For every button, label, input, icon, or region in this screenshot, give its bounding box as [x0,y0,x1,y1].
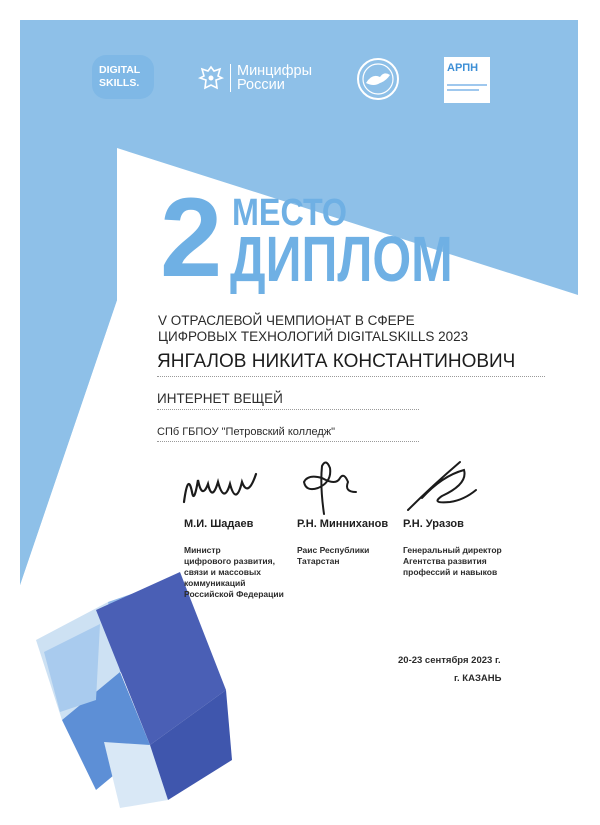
diploma-title: ДИПЛОМ [230,223,453,295]
signature-urazov [402,456,482,516]
digital-skills-logo-line1: DIGITAL [99,64,141,76]
ministry-logo-line2: России [237,77,285,93]
event-city: г. КАЗАНЬ [454,673,502,684]
eagle-emblem-icon [198,64,224,92]
organization-name: СПб ГБПОУ "Петровский колледж" [157,426,336,438]
signatory-title-1-line: цифрового развития, [184,556,275,566]
signatory-title-3-line: профессий и навыков [403,567,498,577]
digital-skills-logo-line2: SKILLS. [99,77,140,89]
place-word: МЕСТО [232,192,348,234]
tatarstan-emblem-icon [356,57,400,101]
signatory-title-3-line: Агентства развития [403,556,487,566]
competency-underline [157,409,419,410]
arpn-logo-rule [447,84,487,86]
signatory-title-3 [403,545,553,578]
signatory-title-1-line: коммуникаций [184,578,246,588]
signatory-name-2: Р.Н. Минниханов [297,518,389,530]
ministry-logo [198,64,312,92]
name-underline [157,376,545,377]
championship-line1: V ОТРАСЛЕВОЙ ЧЕМПИОНАТ В СФЕРЕ [158,313,415,328]
signatory-title-2-line: Раис Республики [297,545,370,555]
place-number: 2 [160,175,223,300]
signature-shadaev [178,462,264,512]
signatory-name-3: Р.Н. Уразов [403,518,464,530]
signatory-title-2-line: Татарстан [297,556,340,566]
ministry-logo-line1: Минцифры [237,63,313,79]
signatory-title-1-line: Министр [184,545,221,555]
championship-line2: ЦИФРОВЫХ ТЕХНОЛОГИЙ DIGITALSKILLS 2023 [158,329,469,344]
signatory-name-1: М.И. Шадаев [184,518,254,530]
signatory-title-1-line: Российской Федерации [184,589,284,599]
organization-underline [157,441,419,442]
signatory-title-3-line: Генеральный директор [403,545,502,555]
event-dates: 20-23 сентября 2023 г. [398,655,501,666]
signature-minnikhanov [296,456,360,516]
arpn-logo-abbr: АРПН [447,62,479,74]
signatory-title-1-line: связи и массовых [184,567,261,577]
arpn-logo-rule-short [447,89,479,91]
championship-title [158,313,468,345]
arpn-logo [444,57,490,103]
digital-skills-logo [92,55,154,99]
ministry-logo-text [230,64,312,92]
competency-name: ИНТЕРНЕТ ВЕЩЕЙ [157,391,283,406]
participant-name: ЯНГАЛОВ НИКИТА КОНСТАНТИНОВИЧ [157,351,516,372]
